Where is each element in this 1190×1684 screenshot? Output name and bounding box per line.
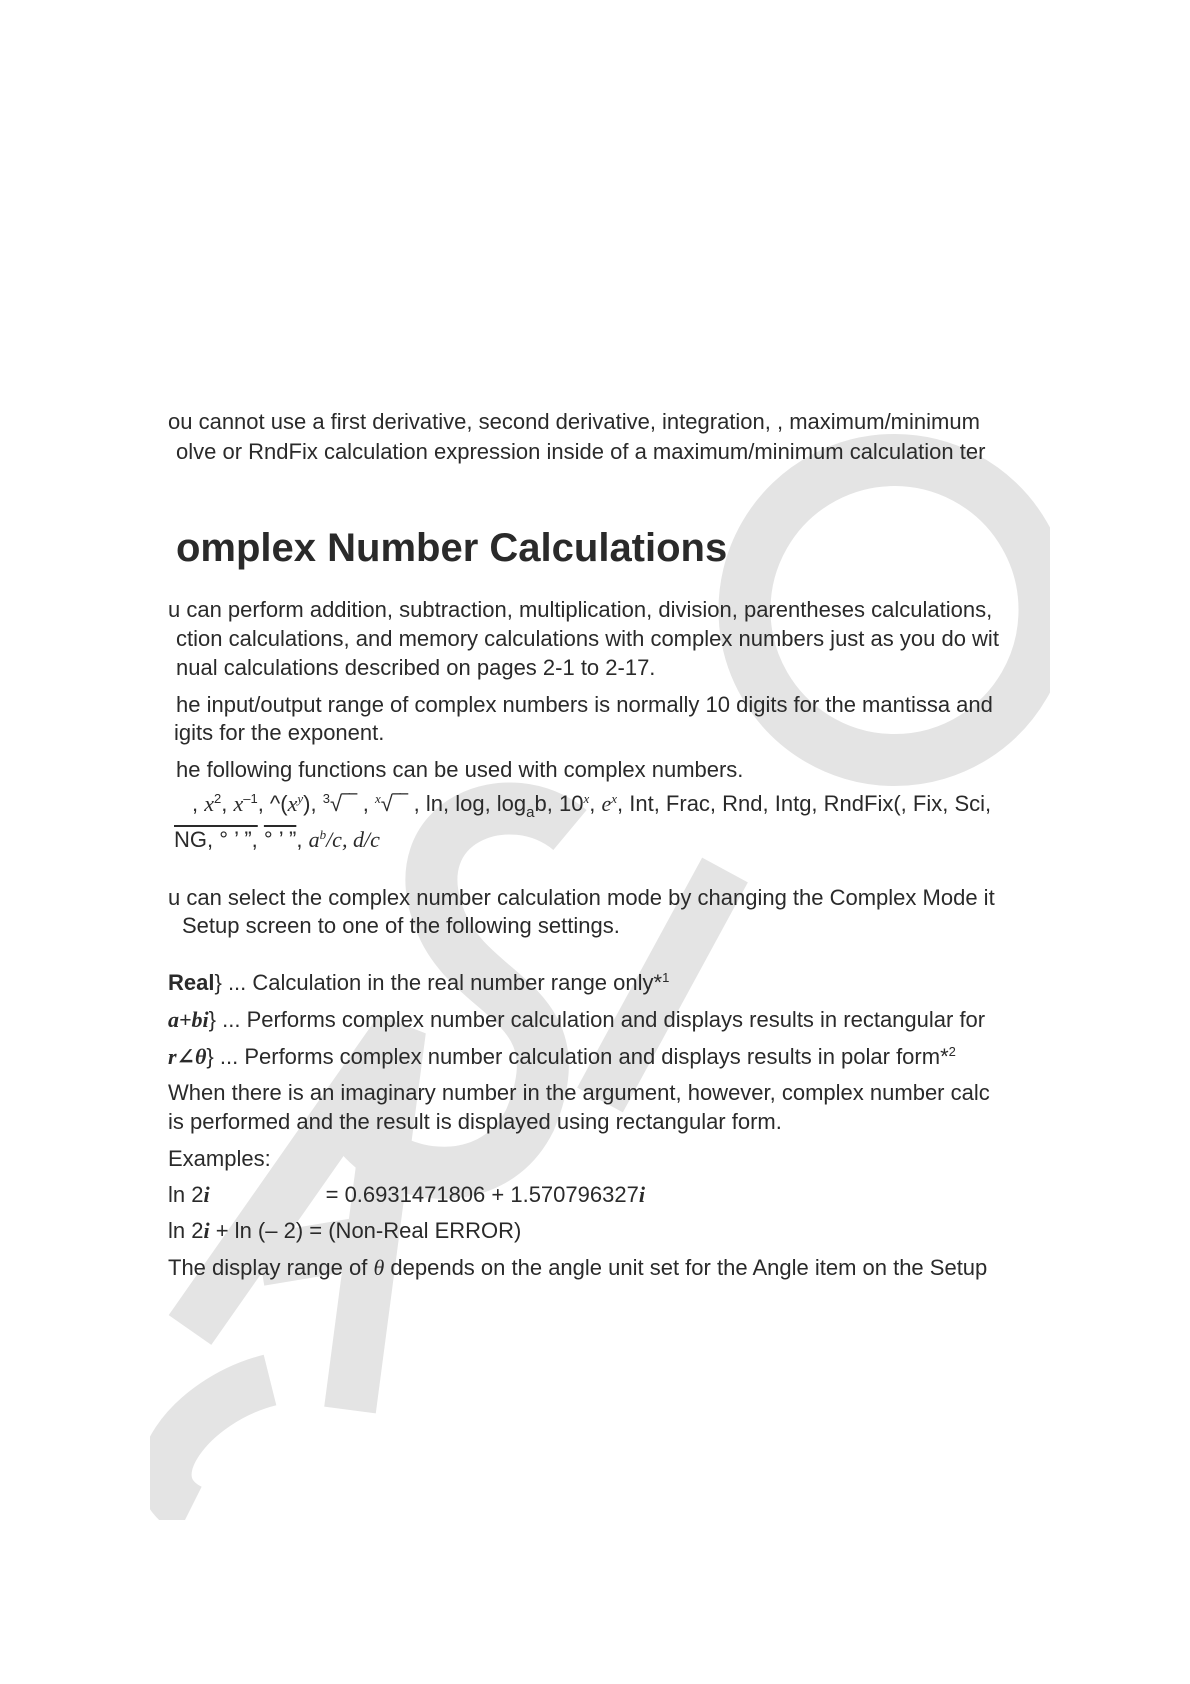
para4-line-1: u can select the complex number calculation mode by changing the Complex Mode it	[168, 885, 995, 910]
para1-line-3: nual calculations described on pages 2-1 to 2-17.	[176, 655, 656, 680]
section-heading: omplex Number Calculations	[176, 526, 728, 570]
para4-line-2: Setup screen to one of the following settings.	[182, 913, 620, 938]
para2-line-1: he input/output range of complex numbers is normally 10 digits for the mantissa and	[176, 692, 993, 717]
example-2: ln 2i + ln (– 2) = (Non-Real ERROR)	[168, 1218, 522, 1243]
para2-line-2: igits for the exponent.	[174, 720, 385, 745]
note2-line: The display range of θ depends on the angle unit set for the Angle item on the Setup	[168, 1255, 988, 1280]
intro-line-1: ou cannot use a first derivative, second derivative, integration, , maximum/minimum	[168, 409, 980, 434]
note1-line-1: When there is an imaginary number in the argument, however, complex number calc	[168, 1080, 990, 1105]
examples-label: Examples:	[168, 1146, 271, 1171]
setting-real: Real} ... Calculation in the real number range only*$^1$	[168, 970, 670, 995]
para1-line-1: u can perform addition, subtraction, multiplication, division, parentheses calculations,	[168, 597, 993, 622]
note1-line-2: is performed and the result is displayed using rectangular form.	[168, 1109, 782, 1134]
function-list-line-2: NG, ° ’ ”, ° ’ ”, $a^b/c$, d/c	[174, 827, 380, 852]
function-list-line-1: , $x^2$, $x^{-1}$, $\^{}(x^y)$, $^3$√‾‾ , $^x$√‾‾ , ln, log, $\log_ab$, 10$^x$, $e^x$, Int, Frac, Rnd, Intg, RndFix(, Fix, Sci,	[192, 791, 992, 821]
setting-polar: r∠θ} ... Performs complex number calculation and displays results in polar form*$^2$	[168, 1044, 956, 1069]
para1-line-2: ction calculations, and memory calculations with complex numbers just as you do wit	[176, 626, 999, 651]
para3-line: he following functions can be used with complex numbers.	[176, 757, 744, 782]
intro-line-2: olve or RndFix calculation expression inside of a maximum/minimum calculation ter	[176, 439, 986, 464]
watermark-letter-c	[166, 1380, 270, 1510]
setting-rectangular: a+bi} ... Performs complex number calculation and displays results in rectangular for	[168, 1007, 986, 1032]
example-1: ln 2i = 0.6931471806 + 1.570796327i	[168, 1182, 645, 1207]
